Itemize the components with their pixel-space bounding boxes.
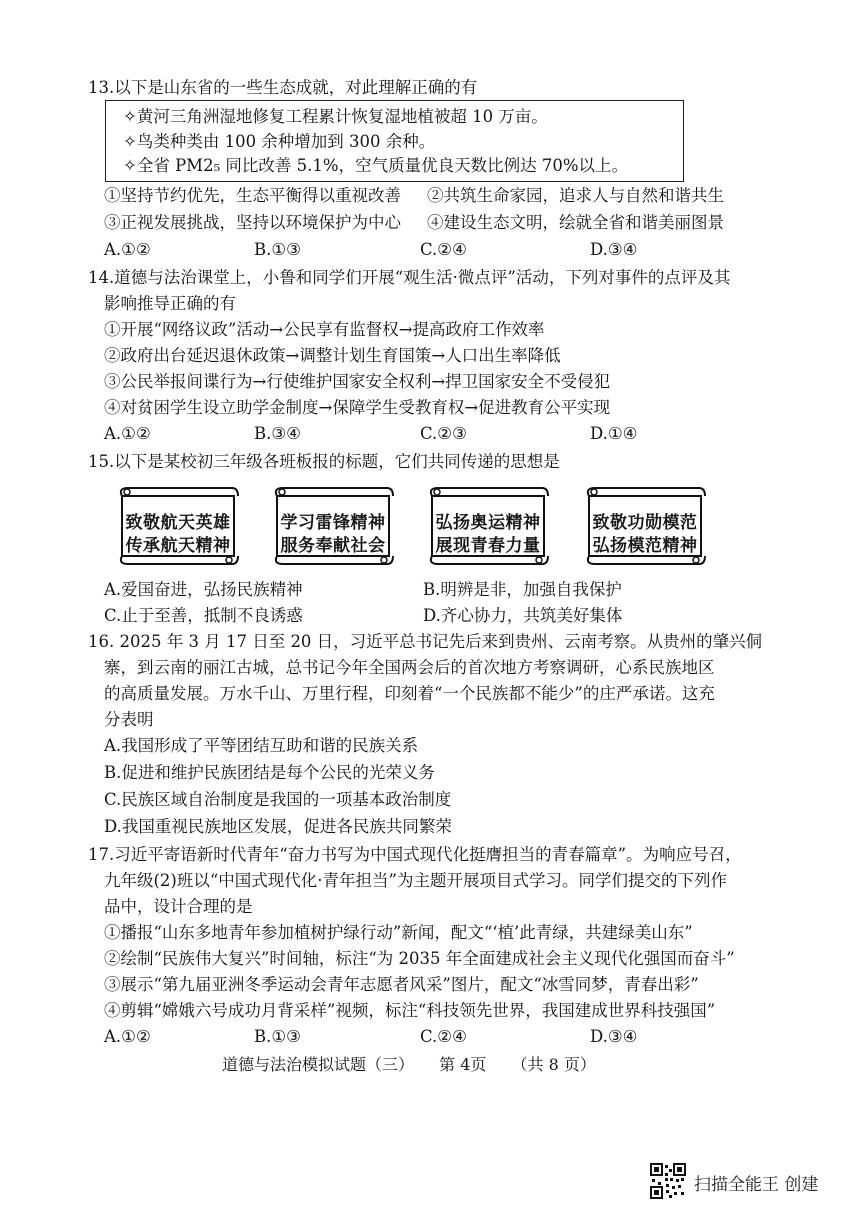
q13-info-box — [105, 100, 684, 182]
scroll-banner-1-text — [116, 512, 240, 558]
q14-option-c[interactable]: C.②③ — [420, 424, 467, 443]
scroll-banner-4-line-1: 致敬功勋模范 — [592, 513, 698, 533]
q17-item-2: ②绘制“民族伟大复兴”时间轴，标注“为 2035 年全面建成社会主义现代化强国而奋斗” — [104, 949, 735, 968]
q13-option-c[interactable]: C.②④ — [420, 240, 467, 259]
q17-stem-1: 17.习近平寄语新时代青年“奋力书写为中国式现代化挺膺担当的青春篇章”。为响应号召， — [88, 845, 742, 864]
q17-stem-2: 九年级(2)班以“中国式现代化·青年担当”为主题开展项目式学习。同学们提交的下列作 — [104, 871, 727, 890]
q17-item-4: ④剪辑“嫦娥六号成功月背采样”视频，标注“科技领先世界，我国建成世界科技强国” — [104, 1001, 716, 1020]
scroll-banner-1-line-1: 致敬航天英雄 — [125, 513, 231, 533]
scroll-banner-3-line-1: 弘扬奥运精神 — [435, 513, 541, 533]
scroll-banner-4 — [583, 486, 707, 566]
q15-option-b[interactable]: B.明辨是非，加强自我保护 — [423, 580, 622, 599]
footer-title: 道德与法治模拟试题（三） — [222, 1055, 415, 1074]
scanner-watermark: 扫描全能王 创建 — [694, 1175, 819, 1195]
q14-option-b[interactable]: B.③④ — [254, 424, 301, 443]
q17-option-d[interactable]: D.③④ — [590, 1027, 638, 1046]
footer-page: 第 4页 — [439, 1055, 487, 1074]
q13-item-1: ①坚持节约优先，生态平衡得以重视改善 — [104, 186, 401, 205]
page-footer — [222, 1052, 616, 1075]
scroll-banner-2-line-2: 服务奉献社会 — [280, 536, 386, 556]
scroll-banner-3-text — [426, 512, 550, 558]
q14-option-a[interactable]: A.①② — [104, 424, 151, 443]
scroll-banner-4-text — [583, 512, 707, 558]
q16-stem-4: 分表明 — [104, 710, 154, 729]
q13-box-line-3: ✧全省 PM2₅ 同比改善 5.1%，空气质量优良天数比例达 70%以上。 — [123, 156, 629, 175]
q14-item-2: ②政府出台延迟退休政策→调整计划生育国策→人口出生率降低 — [104, 346, 561, 365]
qr-code-icon — [650, 1163, 686, 1199]
q14-option-d[interactable]: D.①④ — [590, 424, 638, 443]
q16-stem-3: 的高质量发展。万水千山、万里行程，印刻着“一个民族都不能少”的庄严承诺。这充 — [104, 684, 715, 703]
scroll-banner-1 — [116, 486, 240, 566]
q17-option-c[interactable]: C.②④ — [420, 1027, 467, 1046]
q14-item-3: ③公民举报间谍行为→行使维护国家安全权利→捍卫国家安全不受侵犯 — [104, 372, 611, 391]
scroll-banner-2 — [271, 486, 395, 566]
q15-stem: 15.以下是某校初三年级各班板报的标题，它们共同传递的思想是 — [88, 452, 560, 471]
q17-item-3: ③展示“第九届亚洲冬季运动会青年志愿者风采”图片，配文“冰雪同梦，青春出彩” — [104, 975, 699, 994]
scroll-banner-3 — [426, 486, 550, 566]
q13-option-a[interactable]: A.①② — [104, 240, 151, 259]
q13-box-line-1: ✧黄河三角洲湿地修复工程累计恢复湿地植被超 10 万亩。 — [123, 107, 548, 126]
q13-stem: 13.以下是山东省的一些生态成就，对此理解正确的有 — [88, 78, 478, 97]
q13-box-line-2: ✧鸟类种类由 100 余种增加到 300 余种。 — [123, 132, 436, 151]
q14-item-4: ④对贫困学生设立助学金制度→保障学生受教育权→促进教育公平实现 — [104, 398, 611, 417]
scroll-banner-1-line-2: 传承航天精神 — [125, 536, 231, 556]
q14-item-1: ①开展“网络议政”活动→公民享有监督权→提高政府工作效率 — [104, 320, 545, 339]
q17-item-1: ①播报“山东多地青年参加植树护绿行动”新闻，配文“‘植’此青绿，共建绿美山东” — [104, 923, 693, 942]
q15-option-c[interactable]: C.止于至善，抵制不良诱惑 — [104, 606, 303, 625]
q15-option-a[interactable]: A.爱国奋进，弘扬民族精神 — [104, 580, 303, 599]
q17-stem-3: 品中，设计合理的是 — [104, 897, 253, 916]
q16-stem-2: 寨，到云南的丽江古城，总书记今年全国两会后的首次地方考察调研，心系民族地区 — [104, 658, 715, 677]
q13-item-3: ③正视发展挑战，坚持以环境保护为中心 — [104, 213, 401, 232]
q16-option-c[interactable]: C.民族区域自治制度是我国的一项基本政治制度 — [104, 790, 452, 809]
scroll-banner-2-text — [271, 512, 395, 558]
q16-option-a[interactable]: A.我国形成了平等团结互助和谐的民族关系 — [104, 736, 419, 755]
q17-option-a[interactable]: A.①② — [104, 1027, 151, 1046]
q16-option-b[interactable]: B.促进和维护民族团结是每个公民的光荣义务 — [104, 763, 435, 782]
footer-total: （共 8 页） — [511, 1055, 596, 1074]
q13-option-b[interactable]: B.①③ — [254, 240, 301, 259]
q15-option-d[interactable]: D.齐心协力，共筑美好集体 — [423, 606, 623, 625]
scroll-banner-3-line-2: 展现青春力量 — [435, 536, 541, 556]
q13-option-d[interactable]: D.③④ — [590, 240, 638, 259]
scroll-banner-4-line-2: 弘扬模范精神 — [592, 536, 698, 556]
q16-option-d[interactable]: D.我国重视民族地区发展，促进各民族共同繁荣 — [104, 817, 452, 836]
q13-item-4: ④建设生态文明，绘就全省和谐美丽图景 — [427, 213, 724, 232]
q14-stem-2: 影响推导正确的有 — [104, 294, 236, 313]
scroll-banner-2-line-1: 学习雷锋精神 — [280, 513, 386, 533]
q14-stem-1: 14.道德与法治课堂上，小鲁和同学们开展“观生活·微点评”活动，下列对事件的点评及其 — [88, 268, 731, 287]
q16-stem-1: 16. 2025 年 3 月 17 日至 20 日，习近平总书记先后来到贵州、云南考察。从贵州的肇兴侗 — [88, 632, 763, 651]
q13-item-2: ②共筑生命家园，追求人与自然和谐共生 — [427, 186, 724, 205]
q17-option-b[interactable]: B.①③ — [254, 1027, 301, 1046]
